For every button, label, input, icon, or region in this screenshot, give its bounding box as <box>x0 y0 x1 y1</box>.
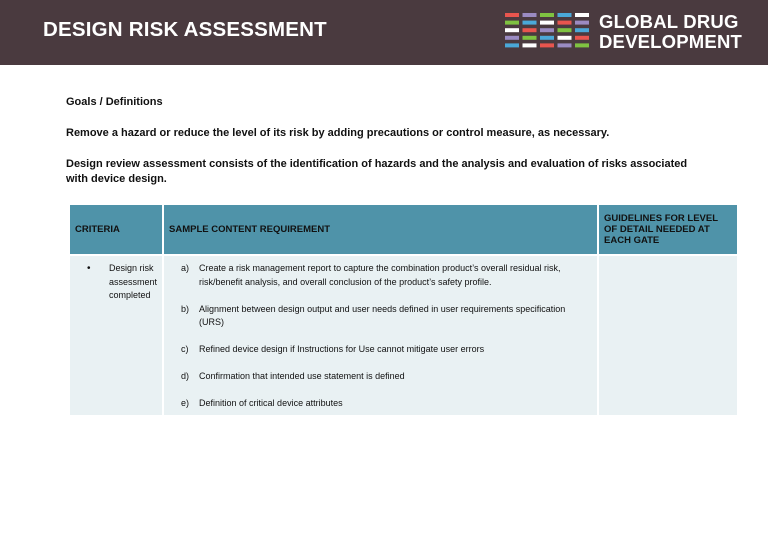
page-title: DESIGN RISK ASSESSMENT <box>43 18 327 41</box>
logo-stripe <box>575 13 589 17</box>
logo-stripe <box>558 43 572 47</box>
item-letter: e) <box>181 398 190 408</box>
item-text: Refined device design if Instructions for Use cannot mitigate user errors <box>199 344 485 354</box>
logo-stripe <box>558 28 572 32</box>
logo-stripe <box>575 43 589 47</box>
logo-stripe <box>540 21 554 25</box>
criteria-bullet-item <box>75 262 157 303</box>
logo-text-line1: GLOBAL DRUG <box>599 11 739 32</box>
requirements-cell <box>164 256 597 415</box>
global-drug-development-logo <box>505 12 745 52</box>
logo-stripe <box>505 36 519 40</box>
item-text: Create a risk management report to capture the combination product’s overall residual risk, risk/benefit analysis, and overall conclusion of the product’s safety profile. <box>199 263 561 287</box>
item-text: Definition of critical device attributes <box>199 398 343 408</box>
logo-stripe <box>540 36 554 40</box>
logo-stripe <box>523 36 537 40</box>
item-letter: b) <box>181 303 190 314</box>
header-criteria: CRITERIA <box>70 205 162 256</box>
logo-stripe <box>505 13 519 17</box>
list-item <box>169 303 592 330</box>
header-guidelines: GUIDELINES FOR LEVEL OF DETAIL NEEDED AT EACH GATE <box>599 205 737 256</box>
goal-statement-1: Remove a hazard or reduce the level of its risk by adding precautions or control measure, as necessary. <box>66 127 610 139</box>
logo-stripe <box>523 13 537 17</box>
goal-statement-2: Design review assessment consists of the identification of hazards and the analysis and evaluation of risks associated with device design. <box>66 158 688 185</box>
logo-stripe <box>505 28 519 32</box>
criteria-cell <box>70 256 162 415</box>
logo-stripe <box>523 28 537 32</box>
logo-stripe <box>558 36 572 40</box>
logo-stripe <box>540 43 554 47</box>
item-text: Confirmation that intended use statement is defined <box>199 371 405 381</box>
logo-stripe <box>523 43 537 47</box>
list-item <box>169 262 592 289</box>
logo-stripe <box>505 21 519 25</box>
logo-stripe <box>540 28 554 32</box>
guidelines-cell <box>599 256 737 415</box>
goals-heading: Goals / Definitions <box>66 96 163 108</box>
logo-stripe <box>558 21 572 25</box>
list-item <box>169 343 592 357</box>
item-text: Alignment between design output and user needs defined in user requirements specification (URS) <box>199 303 566 327</box>
logo-stripe <box>505 43 519 47</box>
requirements-list <box>169 262 592 411</box>
item-letter: d) <box>181 371 190 381</box>
logo-stripe <box>523 21 537 25</box>
header-bar <box>0 0 768 65</box>
logo-text-line2: DEVELOPMENT <box>599 31 743 52</box>
logo-stripes-icon <box>505 13 595 51</box>
table-row <box>70 256 737 415</box>
item-letter: c) <box>181 344 189 354</box>
assessment-table <box>68 205 739 415</box>
bullet-icon: • <box>87 263 91 274</box>
logo-text <box>599 12 742 52</box>
logo-stripe <box>558 13 572 17</box>
table-header-row <box>70 205 737 256</box>
logo-stripe <box>575 28 589 32</box>
list-item <box>169 397 592 411</box>
logo-stripe <box>540 13 554 17</box>
list-item <box>169 370 592 384</box>
item-letter: a) <box>181 263 190 273</box>
logo-stripe <box>575 36 589 40</box>
criteria-text: Design risk assessment completed <box>109 263 158 300</box>
logo-stripe <box>575 21 589 25</box>
header-sample-content: SAMPLE CONTENT REQUIREMENT <box>164 205 597 256</box>
